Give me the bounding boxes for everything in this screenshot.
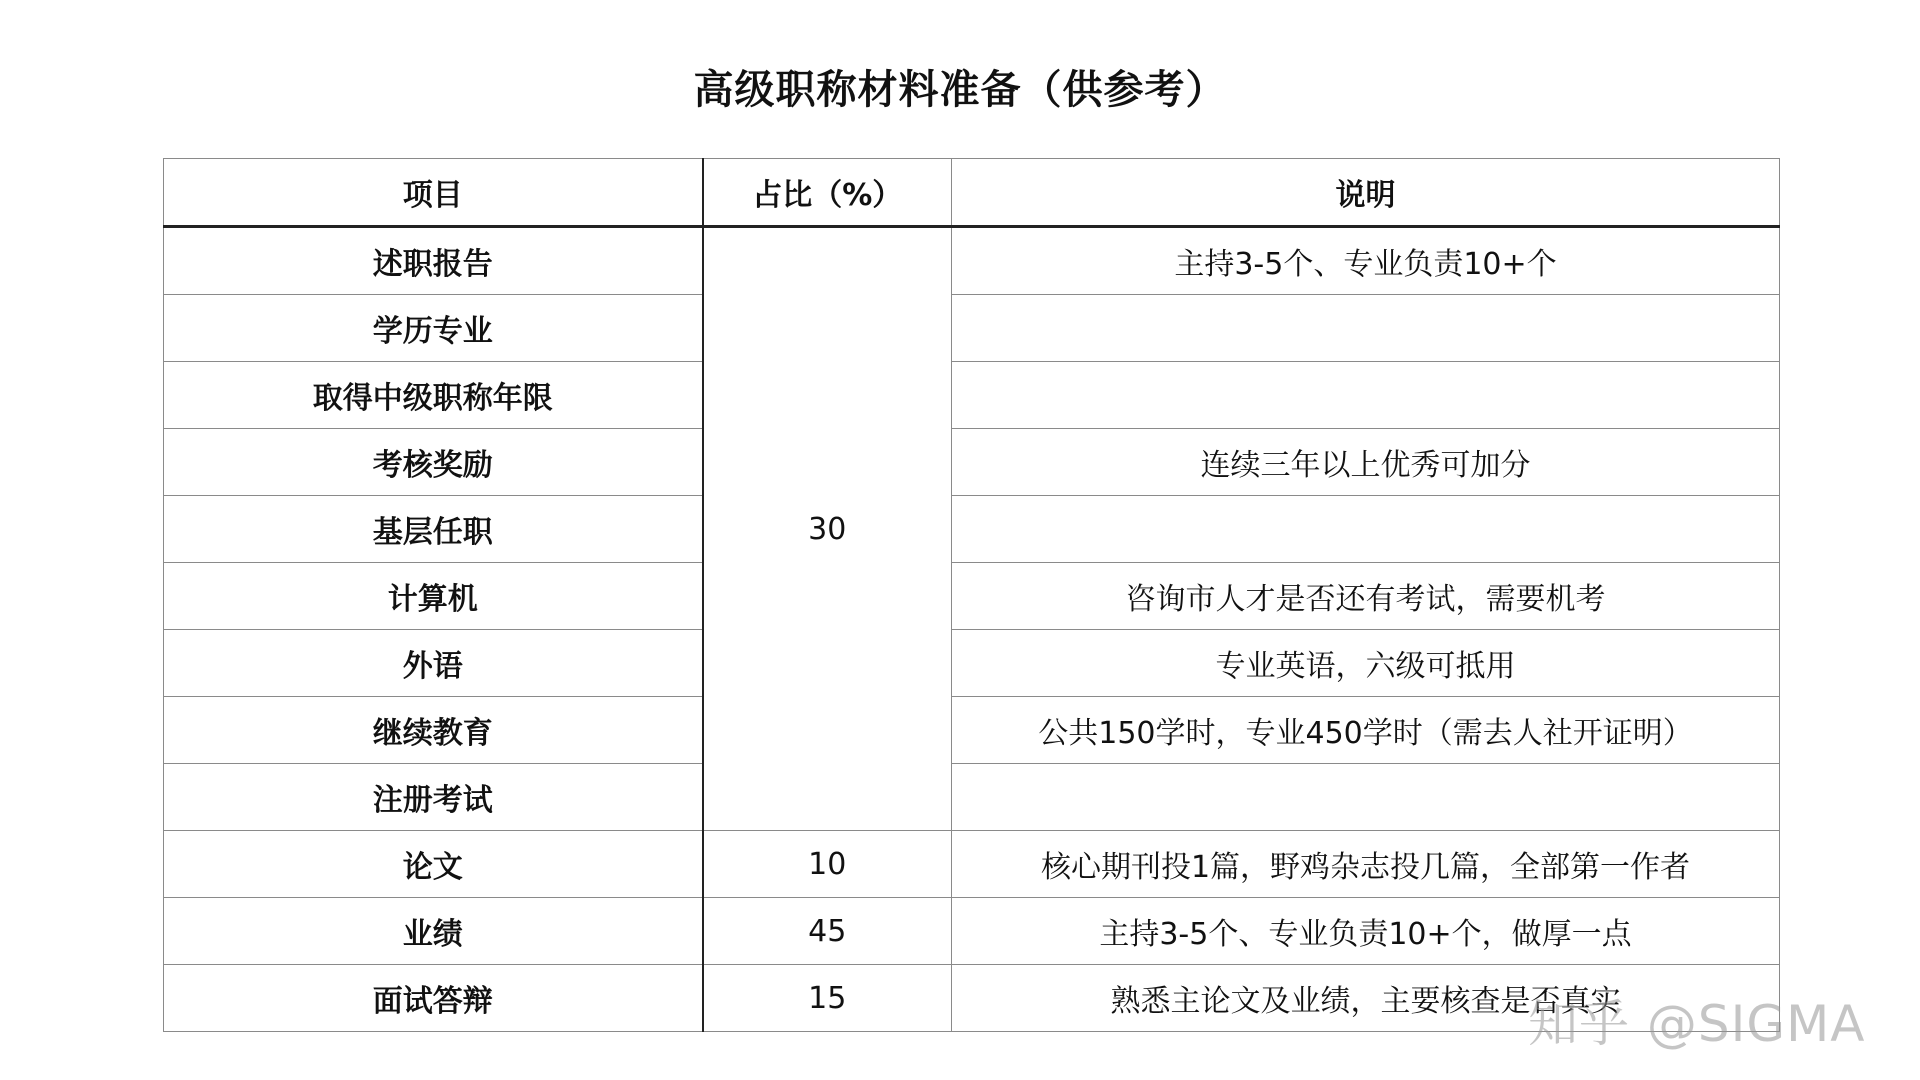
ratio-cell: 15 xyxy=(703,965,952,1032)
item-cell: 继续教育 xyxy=(164,697,703,764)
header-ratio: 占比（%） xyxy=(703,159,952,227)
item-cell: 学历专业 xyxy=(164,295,703,362)
table-row xyxy=(164,831,1780,898)
desc-cell: 核心期刊投1篇，野鸡杂志投几篇，全部第一作者 xyxy=(952,831,1780,898)
desc-cell: 主持3-5个、专业负责10+个 xyxy=(952,227,1780,295)
table-row xyxy=(164,362,1780,429)
table-row xyxy=(164,764,1780,831)
table-row xyxy=(164,496,1780,563)
table-row xyxy=(164,227,1780,295)
desc-cell: 咨询市人才是否还有考试，需要机考 xyxy=(952,563,1780,630)
table-row xyxy=(164,630,1780,697)
item-cell: 取得中级职称年限 xyxy=(164,362,703,429)
ratio-cell: 45 xyxy=(703,898,952,965)
desc-cell xyxy=(952,764,1780,831)
desc-cell xyxy=(952,295,1780,362)
item-cell: 述职报告 xyxy=(164,227,703,295)
desc-cell: 公共150学时，专业450学时（需去人社开证明） xyxy=(952,697,1780,764)
ratio-cell: 30 xyxy=(703,227,952,831)
ratio-cell: 10 xyxy=(703,831,952,898)
item-cell: 外语 xyxy=(164,630,703,697)
desc-cell: 连续三年以上优秀可加分 xyxy=(952,429,1780,496)
desc-cell xyxy=(952,362,1780,429)
header-item: 项目 xyxy=(164,159,703,227)
page-title: 高级职称材料准备（供参考） xyxy=(693,67,1227,113)
table-row xyxy=(164,295,1780,362)
watermark: 知乎 @SIGMA xyxy=(1528,995,1866,1053)
item-cell: 考核奖励 xyxy=(164,429,703,496)
table-row xyxy=(164,429,1780,496)
item-cell: 基层任职 xyxy=(164,496,703,563)
desc-cell: 主持3-5个、专业负责10+个，做厚一点 xyxy=(952,898,1780,965)
desc-cell: 专业英语，六级可抵用 xyxy=(952,630,1780,697)
item-cell: 注册考试 xyxy=(164,764,703,831)
table-row xyxy=(164,697,1780,764)
item-cell: 计算机 xyxy=(164,563,703,630)
table-row xyxy=(164,563,1780,630)
desc-cell: 熟悉主论文及业绩，主要核查是否真实 xyxy=(952,965,1780,1032)
item-cell: 面试答辩 xyxy=(164,965,703,1032)
materials-table xyxy=(163,158,1780,1032)
item-cell: 业绩 xyxy=(164,898,703,965)
header-desc: 说明 xyxy=(952,159,1780,227)
desc-cell xyxy=(952,496,1780,563)
item-cell: 论文 xyxy=(164,831,703,898)
table-row xyxy=(164,898,1780,965)
table-header-row xyxy=(164,159,1780,227)
